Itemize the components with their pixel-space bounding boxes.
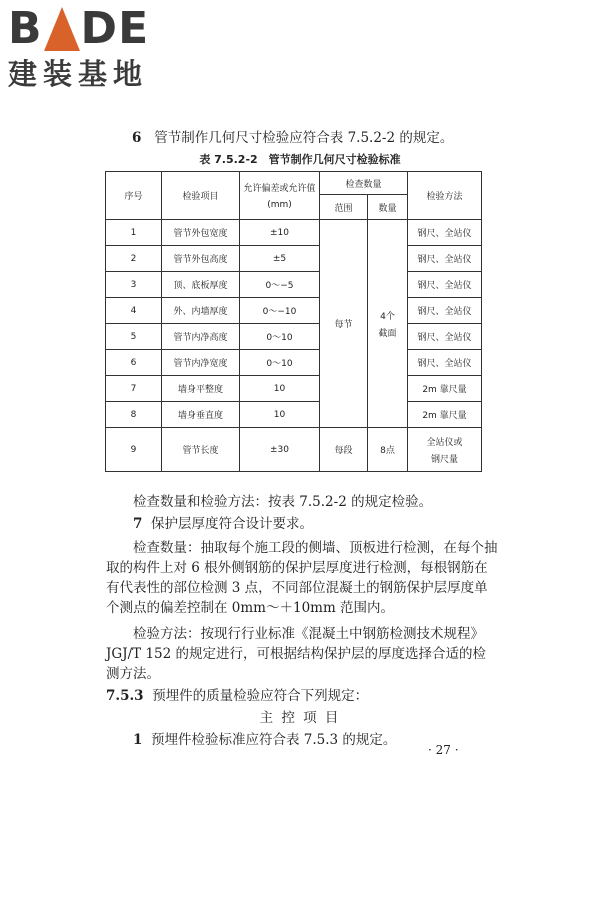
cell-item: 顶、底板厚度 (162, 272, 240, 298)
header-quantity: 数量 (368, 195, 408, 220)
cell-method: 2m 靠尺量 (408, 402, 482, 428)
clause-7-text: 保护层厚度符合设计要求。 (151, 516, 313, 532)
clause-1-text: 预埋件检验标准应符合表 7.5.3 的规定。 (151, 732, 397, 748)
cell-item: 管节内净宽度 (162, 350, 240, 376)
table-row (106, 402, 482, 428)
cell-seq: 8 (106, 402, 162, 428)
cell-quantity-merged (368, 220, 408, 428)
qty-para-line: 有代表性的部位检测 3 点，不同部位混凝土的钢筋保护层厚度单 (106, 580, 488, 596)
table-row (106, 376, 482, 402)
clause-1-number: 1 (133, 732, 143, 748)
cell-tolerance: ±10 (240, 220, 320, 246)
logo-subtitle: 建装基地 (8, 57, 149, 91)
cell-seq: 2 (106, 246, 162, 272)
cell-item: 管节长度 (162, 428, 240, 472)
cell-method: 钢尺、全站仪 (408, 272, 482, 298)
clause-6 (132, 128, 453, 148)
cell-item: 墙身垂直度 (162, 402, 240, 428)
header-item: 检验项目 (162, 172, 240, 220)
cell-seq: 9 (106, 428, 162, 472)
method-para-line: 检验方法：按现行行业标准《混凝土中钢筋检测技术规程》 (133, 626, 484, 642)
table-row (106, 298, 482, 324)
merged-qty-line2: 截面 (378, 328, 397, 339)
header-seq: 序号 (106, 172, 162, 220)
qty-para-line: 个测点的偏差控制在 0mm～＋10mm 范围内。 (106, 600, 395, 616)
logo-letters-de: DE (80, 3, 150, 54)
clause-7 (133, 514, 313, 534)
clause-7-number: 7 (133, 516, 143, 532)
logo-letter-b: B (8, 3, 43, 54)
cell-seq: 3 (106, 272, 162, 298)
inspection-standard-table (105, 171, 482, 472)
cell-scope-merged: 每节 (320, 220, 368, 428)
table-row (106, 350, 482, 376)
table-row (106, 220, 482, 246)
brand-logo (8, 4, 149, 90)
merged-qty-line1: 4个 (380, 311, 395, 322)
cell-method: 钢尺、全站仪 (408, 220, 482, 246)
qty-para-line: 检查数量：抽取每个施工段的侧墙、顶板进行检测，在每个抽 (133, 540, 498, 556)
cell-tolerance: ±5 (240, 246, 320, 272)
header-method: 检验方法 (408, 172, 482, 220)
header-inspection-qty: 检查数量 (320, 172, 408, 195)
cell-tolerance: ±30 (240, 428, 320, 472)
table-row (106, 324, 482, 350)
cell-method (408, 428, 482, 472)
table-row (106, 272, 482, 298)
cell-item: 管节内净高度 (162, 324, 240, 350)
cell-tolerance: 10 (240, 402, 320, 428)
inspect-method-line: 检查数量和检验方法：按表 7.5.2-2 的规定检验。 (133, 494, 433, 510)
cell-tolerance: 0～−5 (240, 272, 320, 298)
cell-tolerance: 0～10 (240, 324, 320, 350)
cell-tolerance: 10 (240, 376, 320, 402)
header-tolerance (240, 172, 320, 220)
cell-method: 钢尺、全站仪 (408, 246, 482, 272)
qty-para-line: 取的构件上对 6 根外侧钢筋的保护层厚度进行检测，每根钢筋在 (106, 560, 488, 576)
cell-tolerance: 0～10 (240, 350, 320, 376)
cell-scope: 每段 (320, 428, 368, 472)
cell-method: 2m 靠尺量 (408, 376, 482, 402)
cell-tolerance: 0～−10 (240, 298, 320, 324)
clause-6-number: 6 (132, 130, 142, 146)
cell-quantity: 8点 (368, 428, 408, 472)
cell-seq: 1 (106, 220, 162, 246)
header-tolerance-unit: (mm) (267, 200, 292, 210)
section-7-5-3 (106, 686, 368, 706)
section-7-5-3-text: 预埋件的质量检验应符合下列规定： (152, 688, 369, 704)
cell-item: 管节外包高度 (162, 246, 240, 272)
cell-seq: 6 (106, 350, 162, 376)
main-control-heading: 主 控 项 目 (259, 710, 341, 726)
cell-method-line2: 钢尺量 (431, 454, 459, 465)
cell-method: 钢尺、全站仪 (408, 324, 482, 350)
logo-wordmark (8, 4, 149, 54)
header-tolerance-label: 允许偏差或允许值 (243, 184, 316, 194)
cell-method: 钢尺、全站仪 (408, 298, 482, 324)
logo-a-triangle-icon (44, 7, 80, 51)
cell-seq: 7 (106, 376, 162, 402)
method-para-line: JGJ/T 152 的规定进行，可根据结构保护层的厚度选择合适的检 (106, 646, 487, 662)
cell-item: 外、内墙厚度 (162, 298, 240, 324)
table-row (106, 246, 482, 272)
cell-method-line1: 全站仪或 (426, 437, 463, 448)
cell-method: 钢尺、全站仪 (408, 350, 482, 376)
header-scope: 范围 (320, 195, 368, 220)
clause-6-text: 管节制作几何尺寸检验应符合表 7.5.2-2 的规定。 (154, 130, 454, 146)
page-number: · 27 · (428, 743, 459, 757)
table-row (106, 428, 482, 472)
section-7-5-3-number: 7.5.3 (106, 688, 144, 704)
cell-item: 墙身平整度 (162, 376, 240, 402)
cell-seq: 4 (106, 298, 162, 324)
table-header-row (106, 172, 482, 195)
method-para-line: 测方法。 (106, 666, 160, 682)
clause-1 (133, 730, 396, 750)
table-caption: 表 7.5.2-2 管节制作几何尺寸检验标准 (199, 153, 401, 166)
cell-item: 管节外包宽度 (162, 220, 240, 246)
cell-seq: 5 (106, 324, 162, 350)
